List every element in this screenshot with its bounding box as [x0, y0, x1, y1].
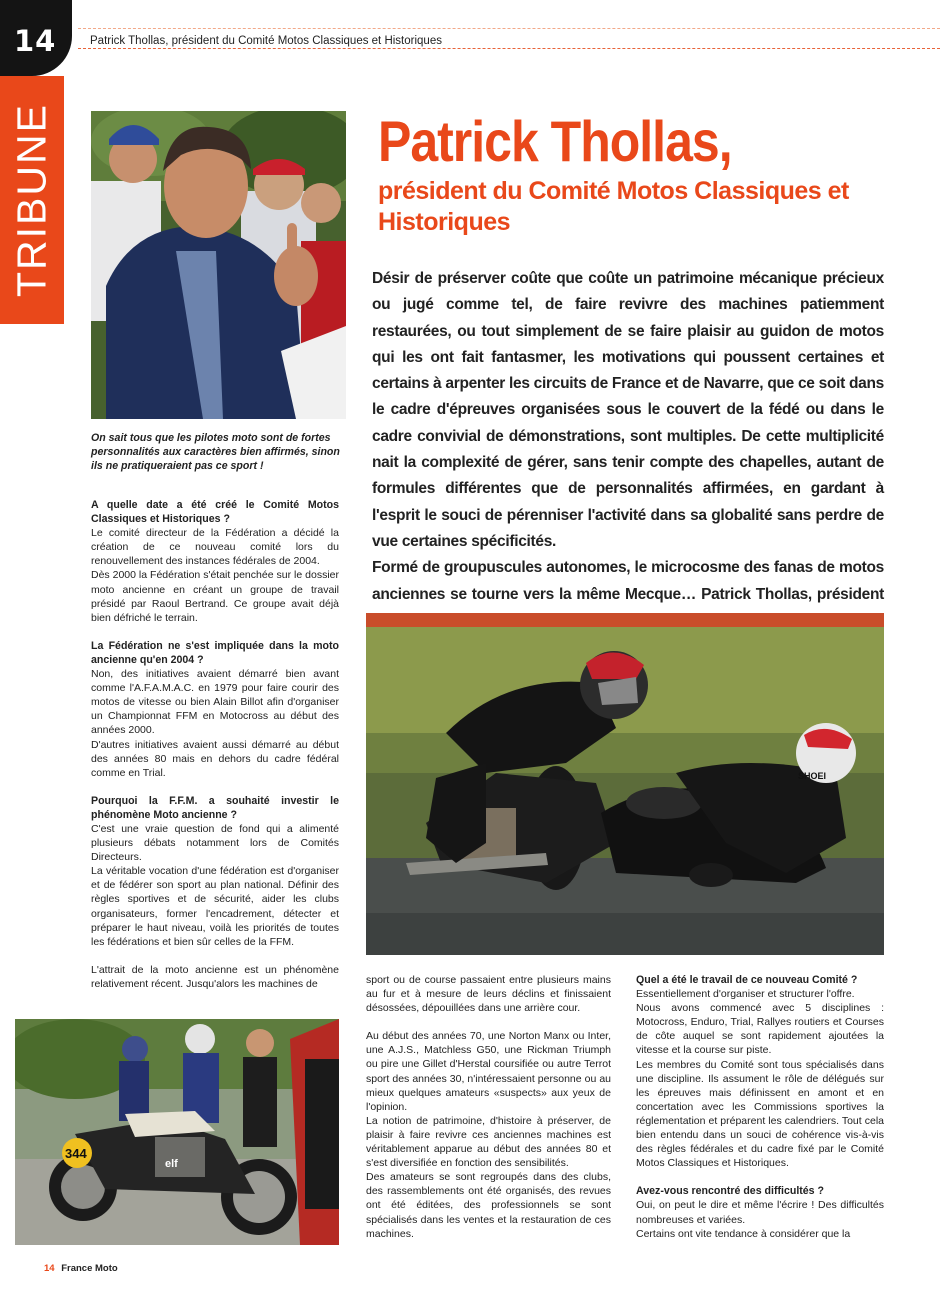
page-number-badge: [0, 0, 72, 76]
answer-paragraph: Certains ont vite tendance à considérer que la: [636, 1227, 851, 1240]
answer-paragraph: Dès 2000 la Fédération s'était penchée sur le dossier moto ancienne en créant un groupe de travail présidé par Raoul Bertrand. Ce groupe avait déjà bien défriché le terrain.: [91, 569, 339, 624]
answer-paragraph: sport ou de course passaient entre plusieurs mains au fur et à mesure de leurs déclins et finissaient désossées, dépouillées dans une arrière cour.: [366, 974, 611, 1015]
section-label: TRIBUNE: [8, 103, 55, 297]
header-divider: [78, 48, 940, 49]
question-heading: Pourquoi la F.F.M. a souhaité investir le phénomène Moto ancienne ?: [91, 794, 339, 821]
answer-paragraph: Le comité directeur de la Fédération a décidé la création de ce nouveau comité lors du renouvellement des instances fédérales de 2004.: [91, 527, 339, 568]
answer-paragraph: D'autres initiatives avaient aussi démarré au début des années 80 mais en dehors du cadre fédéral comme en Trial.: [91, 738, 339, 779]
answer-paragraph: L'attrait de la moto ancienne est un phénomène relativement récent. Jusqu'alors les machines de: [91, 963, 339, 990]
answer-paragraph: Essentiellement d'organiser et structurer l'offre.: [636, 988, 855, 1001]
answer-paragraph: Oui, on peut le dire et même l'écrire ! Des difficultés nombreuses et variées.: [636, 1199, 884, 1226]
sidecar-photo: [366, 613, 884, 955]
intro-paragraph: Formé de groupuscules autonomes, le microcosme des fanas de motos anciennes se tourne vers la même Mecque… Patrick Thollas, président: [372, 559, 884, 603]
bike-number-text: 344: [65, 1146, 87, 1161]
footer-magazine-name: France Moto: [61, 1263, 118, 1274]
answer-paragraph: Nous avons commencé avec 5 disciplines : Motocross, Enduro, Trial, Rallyes routiers et Courses de côte auquel se sont rapidement ajoutées la vitesse et la course sur piste.: [636, 1002, 884, 1057]
footer-page-number: 14: [44, 1263, 55, 1274]
running-title: Patrick Thollas, président du Comité Motos Classiques et Historiques: [90, 35, 442, 47]
question-heading: La Fédération ne s'est impliquée dans la moto ancienne qu'en 2004 ?: [91, 639, 339, 666]
portrait-photo: [91, 111, 346, 419]
article-title: Patrick Thollas,: [378, 109, 732, 174]
sticker-text: elf: [165, 1158, 178, 1170]
page-number: 14: [14, 24, 57, 58]
article-subtitle: président du Comité Motos Classiques et Historiques: [378, 177, 849, 236]
question-heading: Quel a été le travail de ce nouveau Comité ?: [636, 974, 858, 986]
top-divider: [78, 28, 940, 29]
article-intro: [372, 266, 884, 660]
answer-paragraph: Des amateurs se sont regroupés dans des clubs, des rassemblements ont été organisés, des revues ont été éditées, des professionnels se sont spécialisés dans les ventes et la restauration de ces machines.: [366, 1171, 611, 1240]
question-heading: Avez-vous rencontré des difficultés ?: [636, 1185, 824, 1198]
answer-paragraph: Non, des initiatives avaient démarré bien avant comme l'A.F.A.M.A.C. en 1979 pour faire courir des motos de vitesse ou bien Alain Billot afin d'organiser un Championnat FFM en Motocross au début des années 2000.: [91, 668, 339, 737]
answer-paragraph: C'est une vraie question de fond qui a alimenté plusieurs débats notamment lors de Comités Directeurs.: [91, 822, 339, 864]
page-footer: [44, 1263, 118, 1274]
answer-paragraph: Les membres du Comité sont tous spécialisés dans une discipline. Ils assument le rôle de délégués sur les épreuves mais définissent en amont et en concertation avec les Commissions sportives la réglementation et préparent les calendriers. Tout cela bien entendu dans un souci de cohérence vis-à-vis des règles fédérales et du cadre fixé par le Comité Motos Classiques et Historiques.: [636, 1058, 884, 1170]
motocross-photo: [15, 1019, 339, 1245]
interview-column-1: [91, 498, 339, 991]
question-heading: A quelle date a été créé le Comité Motos Classiques et Historiques ?: [91, 499, 339, 526]
intro-paragraph: Désir de préserver coûte que coûte un patrimoine mécanique précieux ou jugé comme tel, de faire revivre des machines patiemment restaurées, ou tout simplement de se faire plaisir au guidon de motos qui les ont fait fantasmer, les motivations qui poussent certaines et certains à arpenter les circuits de France et de Navarre, que ce soit dans le cadre d'épreuves organisées sous le couvert de la fédé ou dans le cadre convivial de démonstrations, sont multiples. De cette multiplicité nait la complexité de gérer, sans tenir compte des chapelles, autant de formules différentes que de personnalités affirmées, en gardant à l'esprit le souci de pérenniser l'activité dans sa globalité sans perdre de vue certaines spécificités.: [372, 270, 884, 550]
answer-paragraph: La notion de patrimoine, d'histoire à préserver, de plaisir à faire revivre ces anciennes machines est véritablement apparue au début des années 80 et s'est diversifiée en fonction des sensibilités.: [366, 1114, 611, 1170]
photo-caption: On sait tous que les pilotes moto sont de fortes personnalités aux caractères bien affirmés, sinon ils ne pratiqueraient pas ce sport !: [91, 432, 340, 472]
helmet-brand-text: SHOEI: [798, 771, 827, 781]
interview-column-2: [366, 973, 611, 1241]
interview-column-3: [636, 973, 884, 1241]
answer-paragraph: Au début des années 70, une Norton Manx ou Inter, une A.J.S., Matchless G50, une Rickman Triumph ou pire une Gillet d'Herstal coursifiée ou autre Terrot sport des années 30, n'intéressaient personne ou au mieux quelques amateurs «suspects» aux yeux de l'opinion.: [366, 1030, 611, 1113]
answer-paragraph: La véritable vocation d'une fédération est d'organiser et de fédérer son sport au plan national. Définir des règles sportives et de sécurité, aider les clubs organisateurs, former l'encadrement, détecter et préparer le haut niveau, voilà les priorités de toutes les fédérations et bien sûr celles de la FFM.: [91, 865, 339, 948]
section-tab: [0, 76, 64, 324]
